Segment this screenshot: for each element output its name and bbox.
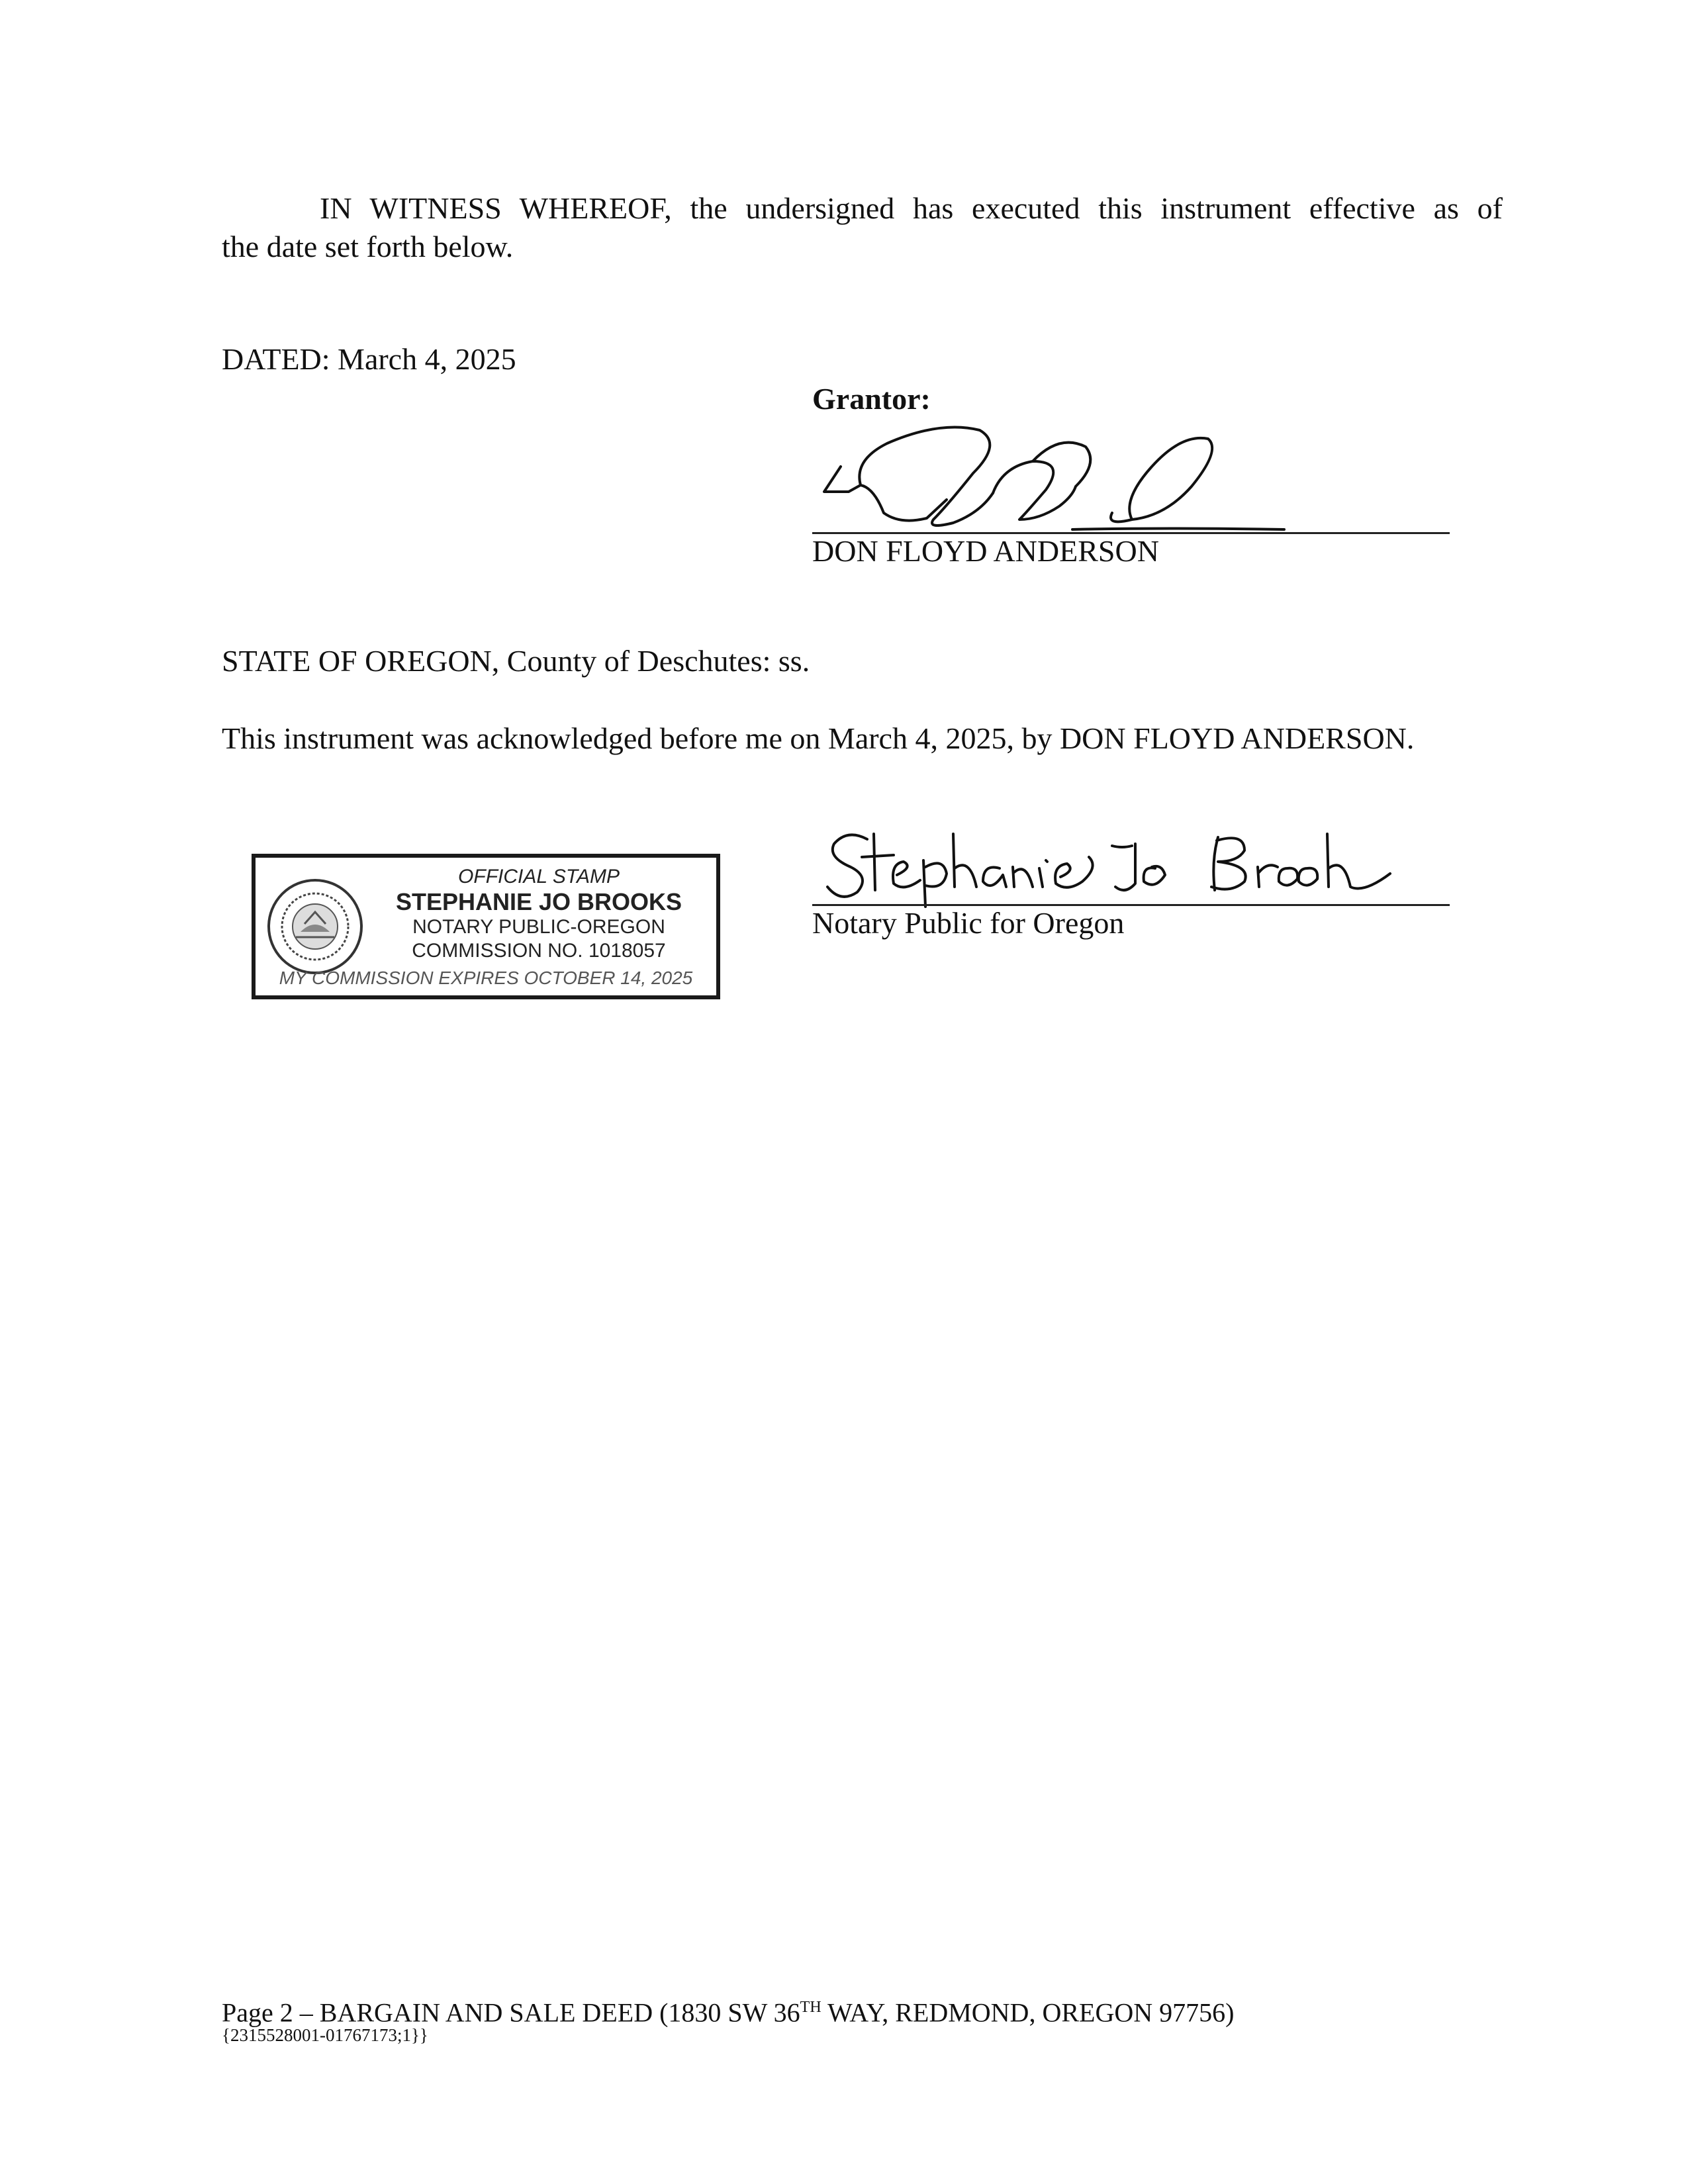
witness-paragraph <box>222 189 1503 266</box>
witness-line-1: IN WITNESS WHEREOF, the undersigned has executed this instrument effective as of <box>320 191 1503 225</box>
witness-line-2: the date set forth below. <box>222 230 514 263</box>
footer-prefix: Page 2 – BARGAIN AND SALE DEED (1830 SW 36 <box>222 1997 800 2028</box>
page-footer <box>222 1992 1234 2028</box>
grantor-signature <box>821 414 1324 539</box>
grantor-label: Grantor: <box>812 382 931 416</box>
stamp-commission-expires: MY COMMISSION EXPIRES OCTOBER 14, 2025 <box>279 968 693 988</box>
notary-stamp <box>252 854 720 999</box>
footer-suffix: WAY, REDMOND, OREGON 97756) <box>821 1997 1235 2028</box>
grantor-name: DON FLOYD ANDERSON <box>812 534 1159 568</box>
venue-line: STATE OF OREGON, County of Deschutes: ss. <box>222 644 810 678</box>
acknowledgment-line: This instrument was acknowledged before me on March 4, 2025, by DON FLOYD ANDERSON. <box>222 721 1415 755</box>
stamp-notary-title: NOTARY PUBLIC-OREGON <box>412 916 665 938</box>
notary-signature <box>821 821 1403 907</box>
stamp-commission-number: COMMISSION NO. 1018057 <box>412 940 666 962</box>
notary-title: Notary Public for Oregon <box>812 906 1125 940</box>
stamp-notary-name: STEPHANIE JO BROOKS <box>395 888 682 915</box>
stamp-header: OFFICIAL STAMP <box>458 866 620 887</box>
footer-superscript: TH <box>800 1999 821 2016</box>
dated-line: DATED: March 4, 2025 <box>222 342 516 376</box>
document-id: {2315528001-01767173;1}} <box>222 2025 428 2045</box>
